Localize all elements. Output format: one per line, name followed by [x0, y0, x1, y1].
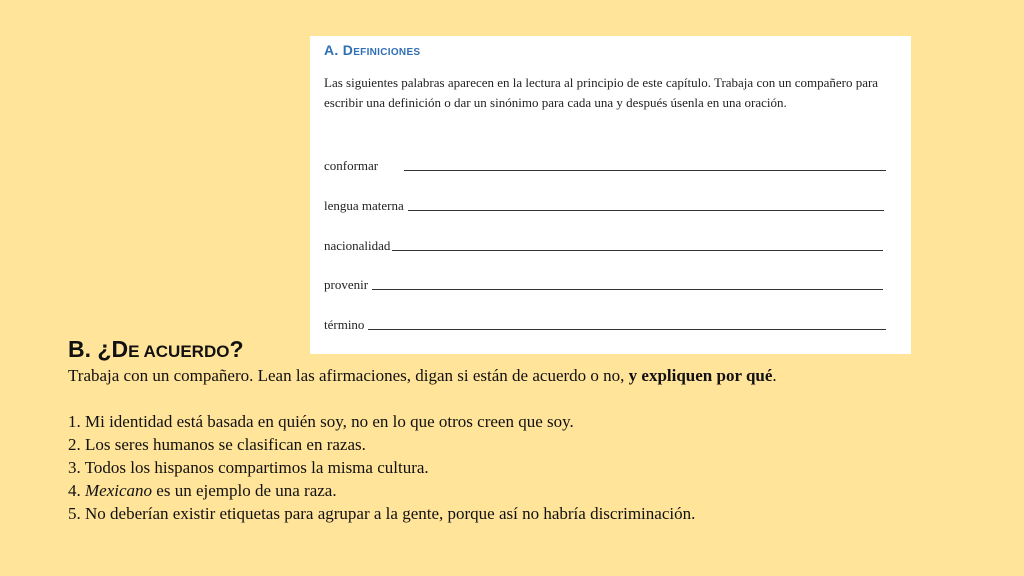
word-row-conformar [324, 154, 886, 174]
section-a-intro: Las siguientes palabras aparecen en la lectura al principio de este capítulo. Trabaja con un compañero para escribir una definición o dar un sinónimo para cada una y después úsenla en una oración. [324, 75, 879, 110]
statements-list [68, 410, 695, 525]
answer-line [368, 328, 886, 330]
word-row-provenir [324, 273, 883, 293]
answer-line [404, 169, 886, 171]
word-row-lengua-materna [324, 194, 884, 214]
statement-item: 4. Mexicano es un ejemplo de una raza. [68, 481, 337, 500]
answer-line [372, 288, 883, 290]
answer-line [408, 209, 884, 211]
statement-item: 1. Mi identidad está basada en quién soy, no en lo que otros creen que soy. [68, 412, 574, 431]
section-b-instructions: Trabaja con un compañero. Lean las afirmaciones, digan si están de acuerdo o no, y expliquen por qué. [68, 366, 777, 385]
word-row-nacionalidad [324, 234, 883, 254]
statement-item: 5. No deberían existir etiquetas para agrupar a la gente, porque así no habría discriminación. [68, 504, 696, 523]
answer-line [392, 249, 883, 251]
statement-item: 3. Todos los hispanos compartimos la misma cultura. [68, 458, 429, 477]
word-label: conformar [324, 158, 379, 173]
word-label: lengua materna [324, 198, 404, 213]
definitions-worksheet-card [310, 36, 911, 354]
statement-item: 2. Los seres humanos se clasifican en razas. [68, 435, 366, 454]
word-label: nacionalidad [324, 238, 391, 253]
section-a-title: A. Definiciones [324, 42, 421, 58]
word-row-termino [324, 313, 886, 333]
word-label: provenir [324, 277, 369, 292]
section-b-title: B. ¿DE ACUERDO? [68, 336, 244, 362]
word-label: término [324, 317, 365, 332]
